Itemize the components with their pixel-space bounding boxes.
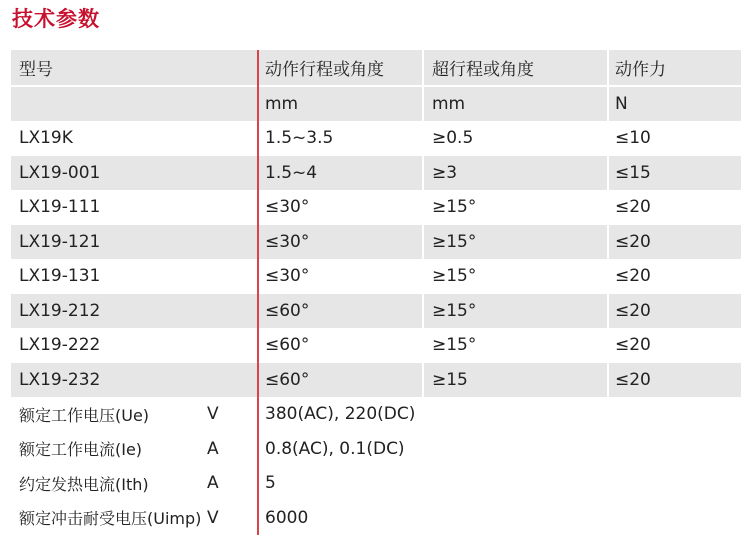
- cell-travel: 1.5~3.5: [265, 128, 334, 149]
- column-divider: [607, 294, 609, 329]
- unit-model: [19, 87, 255, 122]
- rating-row: [11, 501, 741, 535]
- rating-label: 额定冲击耐受电压(Uimp): [19, 509, 202, 529]
- rating-value: 6000: [265, 507, 309, 528]
- column-divider: [607, 363, 609, 398]
- page-title: 技术参数: [12, 7, 100, 31]
- rating-row: [11, 397, 741, 432]
- cell-model: LX19-001: [19, 162, 101, 183]
- cell-over-travel: ≥0.5: [432, 128, 474, 149]
- cell-force: ≤20: [615, 266, 651, 287]
- header-model: 型号: [19, 59, 53, 80]
- unit-force: N: [615, 93, 628, 114]
- rating-unit: A: [207, 438, 219, 459]
- column-divider: [422, 156, 424, 191]
- table-row: [11, 294, 741, 329]
- table-row: [11, 121, 741, 156]
- column-divider-red: [257, 50, 259, 535]
- rating-unit: A: [207, 473, 219, 494]
- table-row: [11, 225, 741, 260]
- cell-travel: ≤60°: [265, 300, 310, 321]
- spec-table: [11, 50, 741, 535]
- cell-model: LX19-121: [19, 231, 101, 252]
- header-force: 动作力: [615, 59, 666, 80]
- column-divider: [422, 50, 424, 85]
- rating-value: 380(AC), 220(DC): [265, 404, 416, 425]
- cell-model: LX19-222: [19, 335, 101, 356]
- cell-travel: ≤30°: [265, 266, 310, 287]
- table-row: [11, 259, 741, 294]
- table-row: [11, 156, 741, 191]
- cell-model: LX19-131: [19, 266, 101, 287]
- rating-row: [11, 466, 741, 501]
- cell-model: LX19-232: [19, 369, 101, 390]
- table-row: [11, 363, 741, 398]
- table-row: [11, 328, 741, 363]
- cell-travel: ≤60°: [265, 335, 310, 356]
- table-row: [11, 190, 741, 225]
- column-divider: [422, 294, 424, 329]
- rating-unit: V: [207, 404, 219, 425]
- cell-travel: ≤60°: [265, 369, 310, 390]
- rating-label: 额定工作电流(Ie): [19, 440, 143, 460]
- table-header-row: [11, 50, 741, 85]
- unit-over-travel: mm: [432, 93, 466, 114]
- header-over-travel: 超行程或角度: [432, 59, 534, 80]
- cell-force: ≤20: [615, 231, 651, 252]
- rating-label: 约定发热电流(Ith): [19, 474, 149, 494]
- table-unit-row: [11, 85, 741, 122]
- column-divider: [422, 363, 424, 398]
- cell-force: ≤10: [615, 128, 651, 149]
- rating-row: [11, 432, 741, 467]
- cell-over-travel: ≥15°: [432, 300, 477, 321]
- cell-over-travel: ≥15°: [432, 197, 477, 218]
- cell-over-travel: ≥15°: [432, 231, 477, 252]
- column-divider: [422, 225, 424, 260]
- rating-label: 额定工作电压(Ue): [19, 405, 150, 425]
- cell-model: LX19K: [19, 128, 73, 149]
- rating-value: 5: [265, 473, 276, 494]
- column-divider: [607, 50, 609, 85]
- cell-travel: 1.5~4: [265, 162, 318, 183]
- cell-over-travel: ≥15°: [432, 266, 477, 287]
- cell-force: ≤20: [615, 300, 651, 321]
- cell-travel: ≤30°: [265, 231, 310, 252]
- cell-force: ≤15: [615, 162, 651, 183]
- cell-force: ≤20: [615, 369, 651, 390]
- cell-travel: ≤30°: [265, 197, 310, 218]
- column-divider: [607, 87, 609, 122]
- cell-force: ≤20: [615, 335, 651, 356]
- column-divider: [422, 87, 424, 122]
- rating-value: 0.8(AC), 0.1(DC): [265, 438, 405, 459]
- header-travel: 动作行程或角度: [265, 59, 384, 80]
- column-divider: [607, 225, 609, 260]
- rating-unit: V: [207, 507, 219, 528]
- column-divider: [607, 156, 609, 191]
- cell-model: LX19-111: [19, 197, 101, 218]
- cell-force: ≤20: [615, 197, 651, 218]
- cell-over-travel: ≥15°: [432, 335, 477, 356]
- unit-travel: mm: [265, 93, 299, 114]
- cell-over-travel: ≥15: [432, 369, 468, 390]
- cell-model: LX19-212: [19, 300, 101, 321]
- cell-over-travel: ≥3: [432, 162, 458, 183]
